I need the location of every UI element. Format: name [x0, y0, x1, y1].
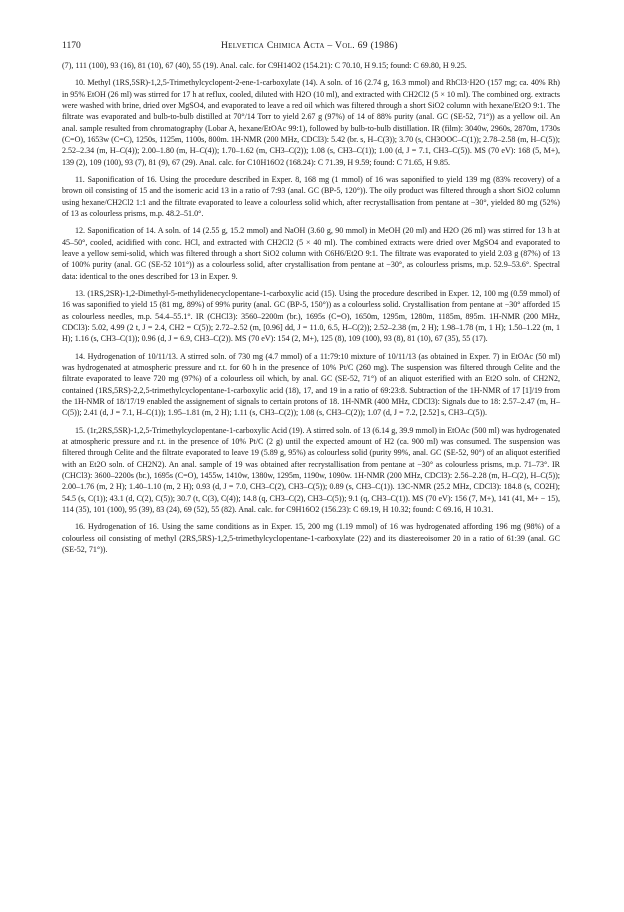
running-header	[62, 40, 560, 54]
paragraph-exper-16: 16. Hydrogenation of 16. Using the same conditions as in Exper. 15, 200 mg (1.19 mmol) of 16 was hydrogenated affording 196 mg (98%) of a colourless oil consisting of methyl (2RS,5RS)-1,2,5-trimethylcyclopentane-1-carboxylate (22) and its diastereoisomer 20 in a ratio of 61:39 (anal. GC (SE-52, 71°)).	[62, 522, 560, 554]
paragraph-exper-14: 14. Hydrogenation of 10/11/13. A stirred soln. of 730 mg (4.7 mmol) of a 11:79:10 mixture of 10/11/13 (as obtained in Exper. 7) in EtOAc (50 ml) was hydrogenated at atmospheric pressure and r.t. for 60 h in the presence of 10% Pt/C (260 mg). The suspension was filtered through Celite and the filtrate evaporated to leave 720 mg (97%) of a colourless oil which, by anal. GC (SE-52, 71°) of an aliquot esterified with an Et2O soln. of CH2N2, contained (1RS,5RS)-2,2,5-trimethylcyclopentane-1-carboxylic acid (18), 17, and 19 in a ratio of 69:23:8. Subtraction of the 1H-NMR of 17 [1]/19 from the 1H-NMR of 18/17/19 enabled the assignement of signals to certain protons of 18. 1H-NMR (400 MHz, CDCl3): Signals due to 18: 2.57–2.47 (m, H–C(5)); 2.41 (d, J = 7.1, H–C(1)); 1.95–1.81 (m, 2 H); 1.11 (s, CH3–C(2)); 1.08 (s, CH3–C(2)); 1.07 (d, J = 7.2, [2.52] s, CH3–C(5)).	[62, 351, 560, 418]
paragraph-exper-12: 12. Saponification of 14. A soln. of 14 (2.55 g, 15.2 mmol) and NaOH (3.60 g, 90 mmol) in MeOH (20 ml) and H2O (26 ml) was stirred for 13 h at 45–50°, cooled, acidified with conc. HCl, and extracted with CH2Cl2 (5 × 40 ml). The combined extracts were dried over MgSO4 and evaporated to leave a yellow semi-solid, which was filtered through a short SiO2 column with C6H6/Et2O 9:1. The filtrate was evaporated to yield 2.03 g (87%) of 13 of 100% purity (anal. GC (SE-52 101°)) as a colourless solid, after crystallisation from pentane at −30°, as colourless prisms, m.p. 52.9–53.6°. Spectral data: identical to the ones described for 13 in Exper. 9.	[62, 226, 560, 281]
page-number: 1170	[62, 40, 81, 51]
paragraph-exper-15: 15. (1r,2RS,5SR)-1,2,5-Trimethylcyclopentane-1-carboxylic Acid (19). A stirred soln. of 13 (6.14 g, 39.9 mmol) in EtOAc (500 ml) was hydrogenated at atmospheric pressure and r.t. in the presence of 10% Pt/C (2 g) until the expected amount of H2 (ca. 900 ml) was consumed. The suspension was filtered through Celite and the filtrate evaporated to leave 19 (5.89 g, 95%) as colourless solid (purity 99%, anal. GC (SE-52, 90°) of an aliquot esterified with an Et2O soln. of CH2N2). An anal. sample of 19 was obtained after recrystallisation from pentane at −30° as colourless prisms, m.p. 71–73°. IR (CHCl3): 3600–2200s (br.), 1695s (C=O), 1455w, 1410w, 1380w, 1295m, 1190w, 1090w. 1H-NMR (200 MHz, CDCl3): 2.56–2.28 (m, H–C(2), H–C(5)); 2.00–1.76 (m, 2 H); 1.40–1.10 (m, 2 H); 0.93 (d, J = 7.0, CH3–C(2), CH3–C(5)); 0.89 (s, CH3–C(1)). 13C-NMR (25.2 MHz, CDCl3): 184.8 (s, CO2H); 54.5 (s, C(1)); 43.1 (d, C(2), C(5)); 30.7 (t, C(3), C(4)); 14.8 (q, CH3–C(2), CH3–C(5)); 9.1 (q, CH3–C(1)). MS (70 eV): 156 (7, M+), 141 (41, M+ − 15), 114 (35), 101 (100), 95 (39), 83 (24), 69 (52), 55 (82). Anal. calc. for C9H16O2 (156.23): C 69.19, H 10.32; found: C 69.16, H 10.31.	[62, 425, 560, 514]
journal-title: Helvetica Chimica Acta – Vol. 69 (1986)	[220, 40, 398, 51]
page	[62, 40, 560, 555]
paragraph-continuation: (7), 111 (100), 93 (16), 81 (10), 67 (40), 55 (19). Anal. calc. for C9H14O2 (154.21): C 70.10, H 9.15; found: C 69.80, H 9.25.	[62, 61, 467, 70]
paragraph-exper-10: 10. Methyl (1RS,5SR)-1,2,5-Trimethylcyclopent-2-ene-1-carboxylate (14). A soln. of 16 (2.74 g, 16.3 mmol) and RhCl3·H2O (157 mg; ca. 40% Rh) in 95% EtOH (26 ml) was stirred for 17 h at reflux, cooled, diluted with H2O (10 ml), and extracted with CH2Cl2 (5 × 10 ml). The combined org. extracts were washed with brine, dried over MgSO4, and evaporated to leave a red oil which was filtered through a short SiO2 column with hexane/Et2O 9:1. The filtrate was evaporated and bulb-to-bulb distilled at 70°/14 Torr to yield 2.67 g (97%) of 14 of 88% purity (anal. GC (SE-52, 71°)) as a yellow oil. An anal. sample resulted from chromatography (Lobar A, hexane/EtOAc 99:1), followed by bulb-to-bulb distillation. IR (film): 3040w, 2960s, 2870m, 1730s (C=O), 1653w (C=C), 1250s, 1125m, 1100s, 800m. 1H-NMR (200 MHz, CDCl3): 5.42 (br. s, H–C(3)); 3.70 (s, CH3OOC–C(1)); 2.78–2.58 (m, H–C(5)); 2.52–2.34 (m, H–C(4)); 2.00–1.80 (m, H–C(4)); 1.70–1.62 (m, CH3–C(2)); 1.08 (s, CH3–C(1)); 1.00 (d, J = 7.1, CH3–C(5)). MS (70 eV): 168 (5, M+), 139 (2), 109 (100), 93 (7), 81 (9), 67 (29). Anal. calc. for C10H16O2 (168.24): C 71.39, H 9.59; found: C 71.65, H 9.85.	[62, 78, 560, 167]
paragraph-exper-11: 11. Saponification of 16. Using the procedure described in Exper. 8, 168 mg (1 mmol) of 16 was saponified to yield 139 mg (83% recovery) of a brown oil consisting of 15 and the isomeric acid 13 in a ratio of 7:93 (anal. GC (BP-5, 120°)). The oily product was filtered through a short SiO2 column using hexane/CH2Cl2 1:1 and the filtrate evaporated to leave a colourless solid which, after recrystallisation from pentane at −30°, yielded 80 mg (52%) of 13 as colourless prisms, m.p. 48.2–51.0°.	[62, 175, 560, 218]
paragraph-exper-13: 13. (1RS,2SR)-1,2-Dimethyl-5-methylidenecyclopentane-1-carboxylic acid (15). Using the procedure described in Exper. 12, 100 mg (0.59 mmol) of 16 was saponified to yield 15 (81 mg, 89%) of 99% purity (anal. GC (BP-5, 150°)) as a colourless solid. Crystallisation from pentane at −30° afforded 15 as colourless needles, m.p. 54.4–55.1°. IR (CHCl3): 3560–2200m (br.), 1695s (C=O), 1650m, 1295m, 1280m, 1185m, 895m. 1H-NMR (200 MHz, CDCl3): 5.02, 4.99 (2 t, J = 2.4, CH2 = C(5)); 2.72–2.52 (m, [0.96] dd, J = 11.0, 6.5, H–C(2)); 2.52–2.38 (m, 2 H); 1.98–1.78 (m, 1 H); 1.50–1.22 (m, 1 H); 1.16 (s, CH3–C(1)); 0.96 (d, J = 6.9, CH3–C(2)). MS (70 eV): 154 (2, M+), 125 (8), 109 (100), 93 (8), 81 (10), 67 (35), 55 (17).	[62, 289, 560, 344]
